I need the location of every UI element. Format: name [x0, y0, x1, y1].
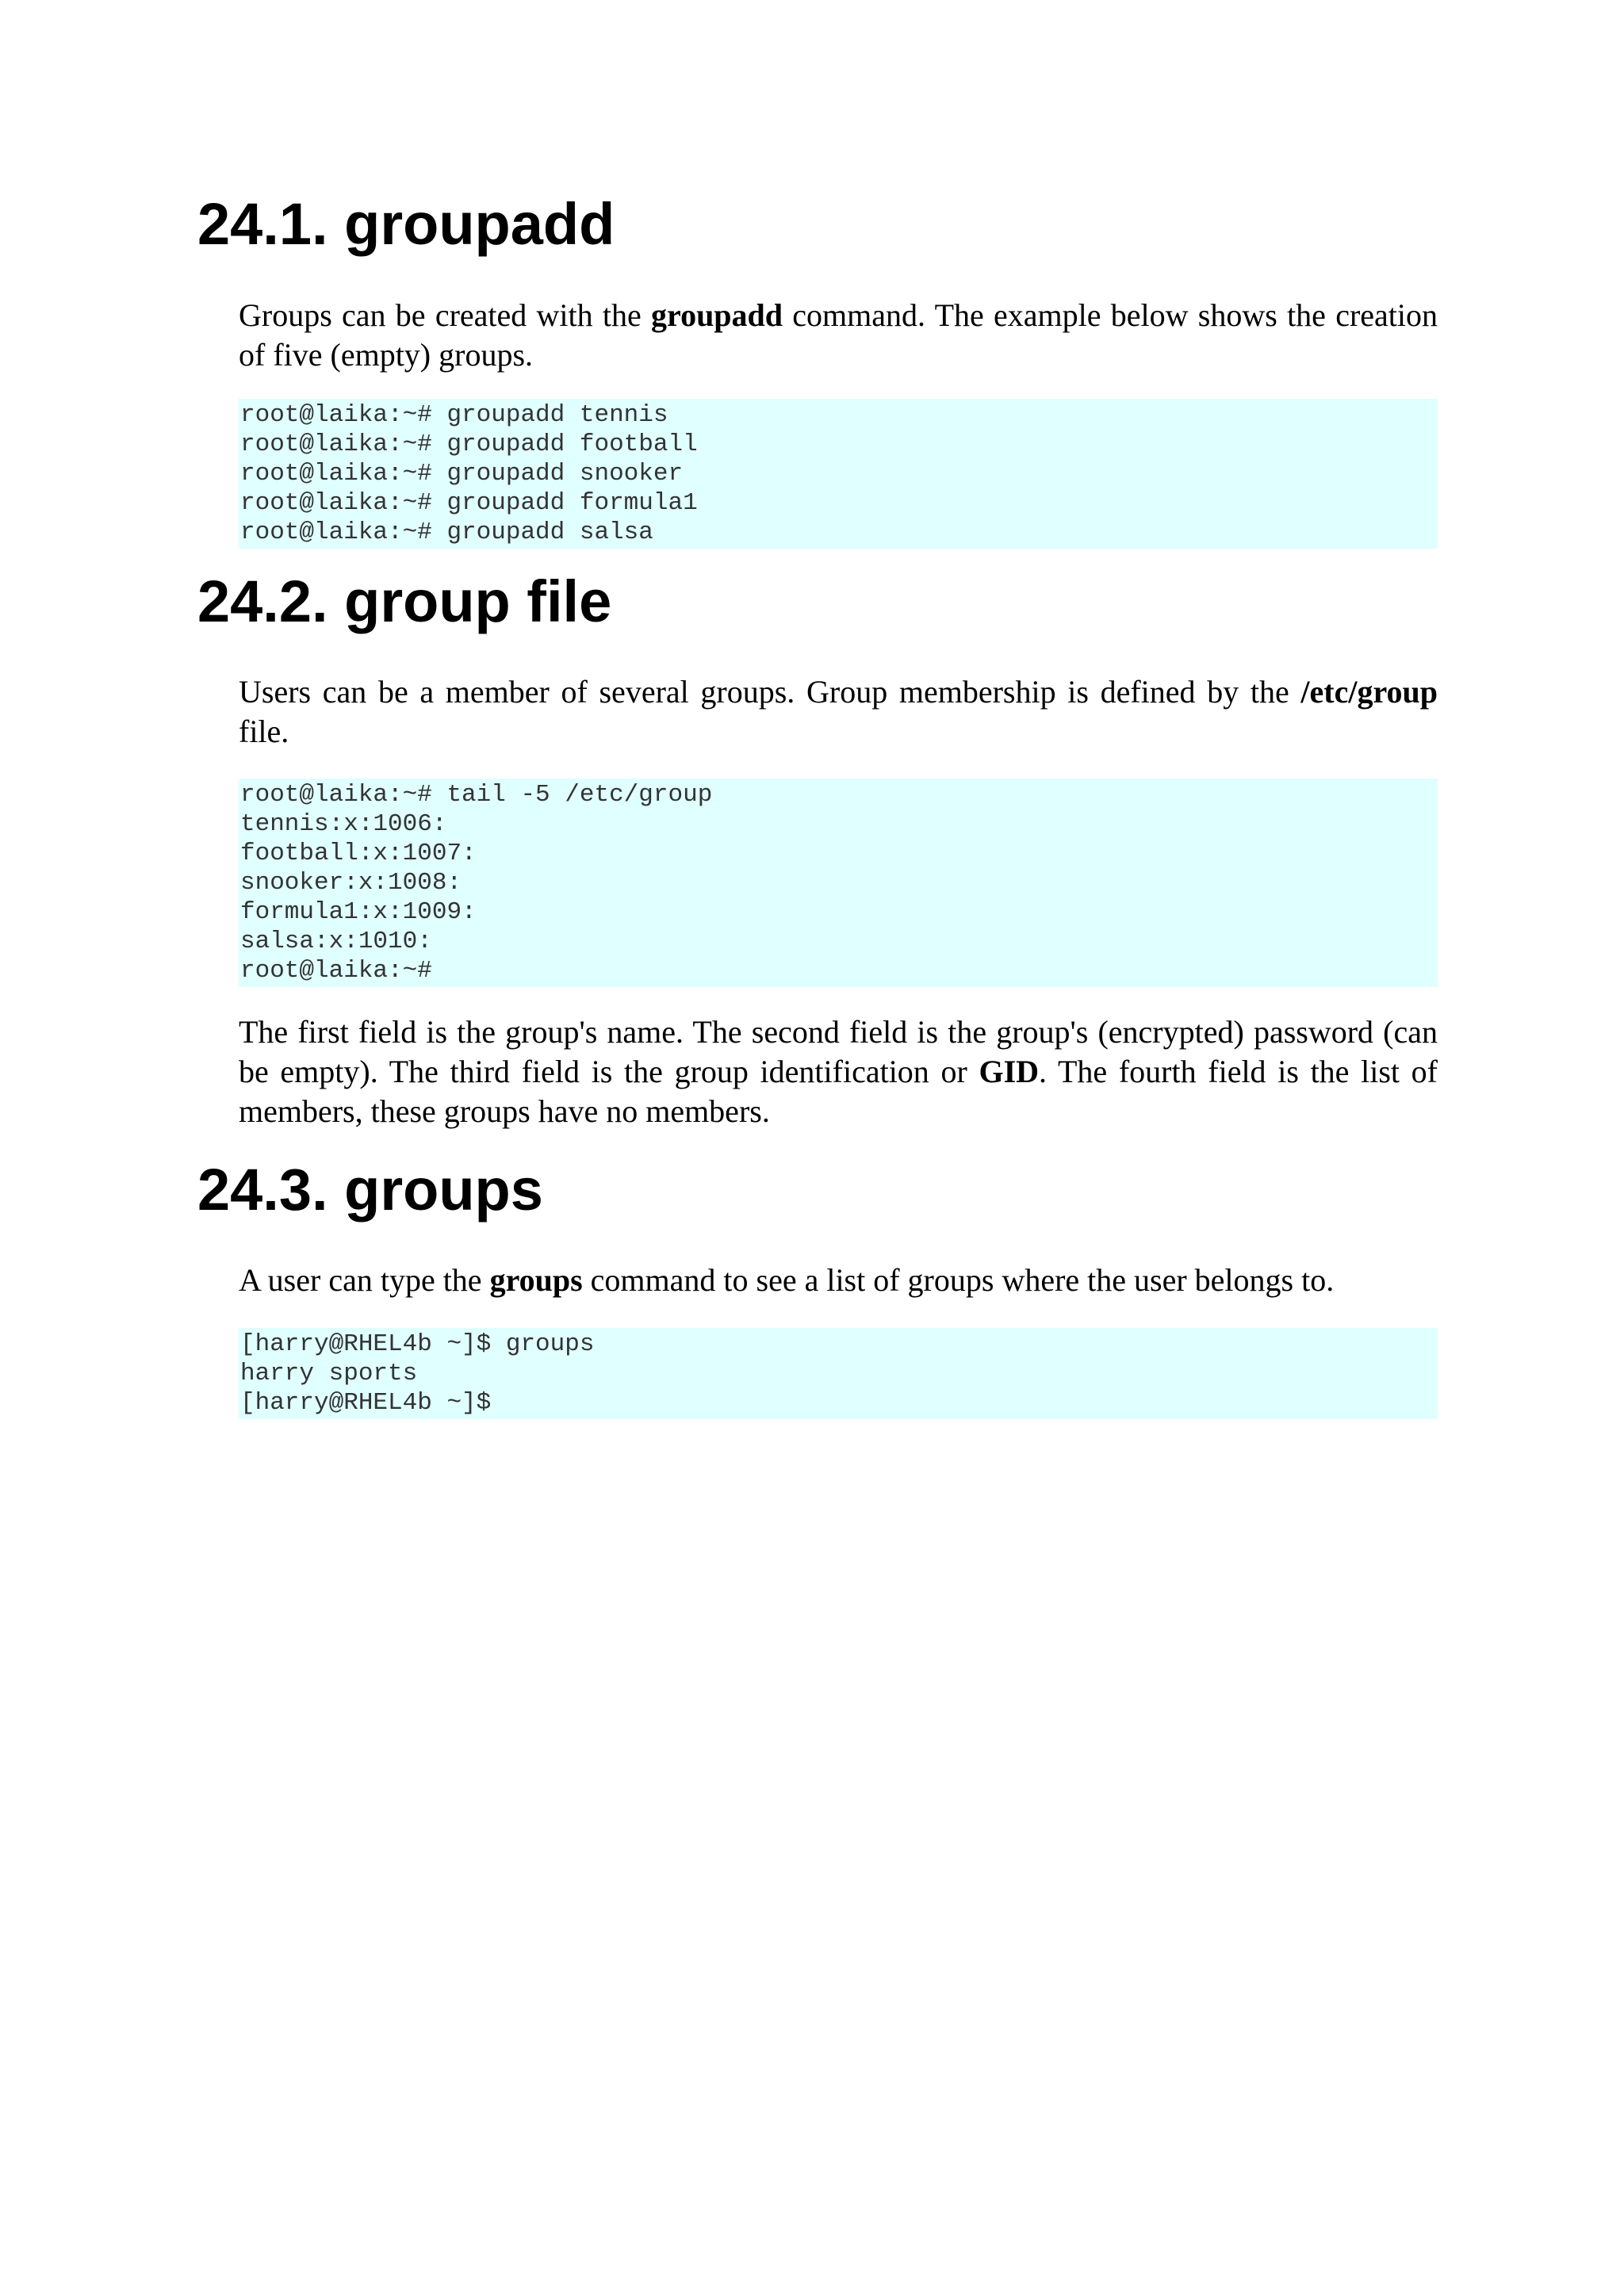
- code-line: root@laika:~# tail -5 /etc/group: [240, 781, 713, 809]
- code-block-groupadd: [239, 399, 1438, 549]
- code-line: harry sports: [240, 1360, 418, 1387]
- code-line: salsa:x:1010:: [240, 928, 432, 955]
- paragraph-group-file-intro: [239, 672, 1438, 752]
- text-span: The first field is the group's name. The second field is the group's (encrypted) password (can be empty). The third field is the group identification or: [239, 1014, 1438, 1089]
- text-span: Users can be a member of several groups. Group membership is defined by the: [239, 674, 1301, 710]
- code-line: snooker:x:1008:: [240, 869, 462, 897]
- paragraph-groupadd-intro: [239, 296, 1438, 375]
- code-line: [harry@RHEL4b ~]$: [240, 1389, 492, 1417]
- code-line: football:x:1007:: [240, 840, 477, 867]
- code-line: root@laika:~# groupadd snooker: [240, 460, 684, 488]
- code-line: root@laika:~# groupadd tennis: [240, 401, 668, 429]
- command-groups: groups: [489, 1262, 583, 1298]
- code-line: root@laika:~# groupadd formula1: [240, 489, 698, 517]
- text-span: . The fourth field is the list of members, these groups have no members.: [239, 1054, 1438, 1129]
- code-line: [harry@RHEL4b ~]$ groups: [240, 1330, 595, 1358]
- paragraph-groups-intro: [239, 1261, 1438, 1300]
- code-line: root@laika:~# groupadd football: [240, 430, 698, 458]
- text-span: A user can type the: [239, 1262, 490, 1298]
- term-gid: GID: [979, 1054, 1040, 1089]
- code-line: root@laika:~#: [240, 957, 432, 985]
- text-span: command to see a list of groups where the user belongs to.: [582, 1262, 1335, 1298]
- section-heading-groupadd: 24.1. groupadd: [197, 191, 615, 257]
- code-line: formula1:x:1009:: [240, 898, 477, 926]
- text-span: Groups can be created with the: [239, 297, 652, 333]
- command-groupadd: groupadd: [651, 297, 783, 333]
- code-line: tennis:x:1006:: [240, 810, 447, 838]
- code-block-groups: [239, 1328, 1438, 1419]
- code-block-etc-group: [239, 779, 1438, 987]
- section-heading-group-file: 24.2. group file: [197, 568, 612, 634]
- code-line: root@laika:~# groupadd salsa: [240, 519, 653, 546]
- section-heading-groups: 24.3. groups: [197, 1157, 543, 1223]
- text-span: command. The example below shows the creation of five (empty) groups.: [239, 297, 1438, 373]
- path-etc-group: /etc/group: [1300, 674, 1438, 710]
- text-span: file.: [239, 714, 289, 749]
- paragraph-group-fields: [239, 1012, 1438, 1131]
